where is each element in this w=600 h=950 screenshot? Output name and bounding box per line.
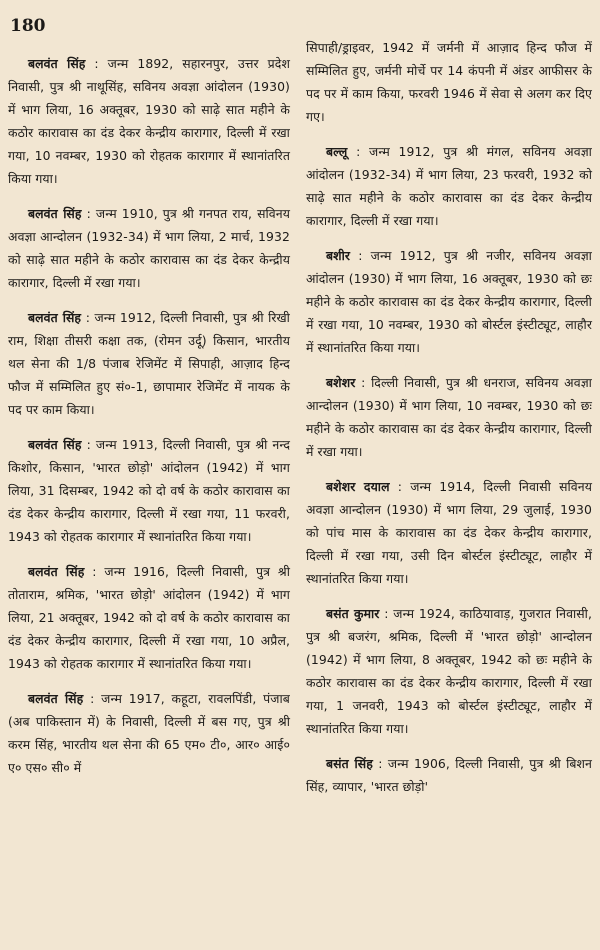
entry-text: : दिल्ली निवासी, पुत्र श्री धनराज, सविनय अवज्ञा आन्दोलन (1930) में भाग लिया, 10 नवम्बर, 1930 को छः महीने के कठोर कारावास का दंड देकर केन्द्रीय कारागार, दिल्ली में रखा गया। bbox=[306, 375, 592, 459]
entry bbox=[306, 752, 592, 798]
entry bbox=[306, 140, 592, 232]
entry-text: सिपाही/ड्राइवर, 1942 में जर्मनी में आज़ाद हिन्द फौज में सम्मिलित हुए, जर्मनी मोर्चे पर 14 कंपनी में अंडर आफीसर के पद पर में काम किया, फरवरी 1946 में सेवा से अलग कर दिए गए। bbox=[306, 40, 592, 124]
entry-text: : जन्म 1912, पुत्र श्री मंगल, सविनय अवज्ञा आंदोलन (1932-34) में भाग लिया, 23 फरवरी, 1932 को साढ़े सात महीने के कठोर कारावास का दंड देकर केन्द्रीय कारागार, दिल्ली में रखा गया। bbox=[306, 144, 592, 228]
entry-text: : जन्म 1906, दिल्ली निवासी, पुत्र श्री बिशन सिंह, व्यापार, 'भारत छोड़ो' bbox=[306, 756, 592, 794]
entry bbox=[306, 475, 592, 590]
entry-text: : जन्म 1924, काठियावाड़, गुजरात निवासी, पुत्र श्री बजरंग, श्रमिक, दिल्ली में 'भारत छोड़ो' आन्दोलन (1942) में भाग लिया, 8 अक्तूबर, 1942 को छः महीने के कठोर कारावास का दंड देकर केन्द्रीय कारागार, दिल्ली में रखा गया, 1 जनवरी, 1943 को बोर्स्टल इंस्टीट्यूट, लाहौर में स्थानांतरित किया गया। bbox=[306, 606, 592, 736]
entry bbox=[306, 244, 592, 359]
entry-name: बलवंत सिंह bbox=[28, 206, 82, 221]
entry-text: : जन्म 1892, सहारनपुर, उत्तर प्रदेश निवासी, पुत्र श्री नाथूसिंह, सविनय अवज्ञा आंदोलन (1930) में भाग लिया, 16 अक्तूबर, 1930 को साढ़े सात महीने के कठोर कारावास का दंड देकर केन्द्रीय कारागार, दिल्ली में रखा गया, 10 नवम्बर, 1930 को रोहतक कारागार में स्थानांतरित किया गया। bbox=[8, 56, 290, 186]
entry bbox=[8, 52, 290, 190]
entry-name: बलवंत सिंह bbox=[28, 56, 86, 71]
entry bbox=[306, 371, 592, 463]
left-column bbox=[8, 52, 290, 791]
entry-text: : जन्म 1917, कहूटा, रावलपिंडी, पंजाब (अब पाकिस्तान में) के निवासी, दिल्ली में बस गए, पुत्र श्री करम सिंह, भारतीय थल सेना की 65 एम० टी०, आर० आई० ए० एस० सी० में bbox=[8, 691, 290, 775]
entry-name: बलवंत सिंह bbox=[28, 437, 82, 452]
entry bbox=[8, 202, 290, 294]
entry-name: बलवंत सिंह bbox=[28, 691, 84, 706]
right-column bbox=[306, 36, 592, 810]
entry-name: बसंत सिंह bbox=[326, 756, 373, 771]
entry-name: बशेशर दयाल bbox=[326, 479, 390, 494]
entry-name: बलवंत सिंह bbox=[28, 564, 85, 579]
entry-name: बसंत कुमार bbox=[326, 606, 380, 621]
entry bbox=[8, 560, 290, 675]
entry-text: : जन्म 1912, पुत्र श्री नजीर, सविनय अवज्ञा आंदोलन (1930) में भाग लिया, 16 अक्तूबर, 1930 को छः महीने के कठोर कारावास का दंड देकर केन्द्रीय कारागार, दिल्ली में रखा गया, 10 नवम्बर, 1930 को बोर्स्टल इंस्टीट्यूट, लाहौर में स्थानांतरित किया गया। bbox=[306, 248, 592, 355]
entry bbox=[306, 602, 592, 740]
entry bbox=[8, 306, 290, 421]
page-number: 180 bbox=[10, 16, 46, 36]
entry-text: : जन्म 1914, दिल्ली निवासी सविनय अवज्ञा आन्दोलन (1930) में भाग लिया, 29 जुलाई, 1930 को पांच मास के कारावास का दंड देकर केन्द्रीय कारागार, दिल्ली में रखा गया, उसी दिन बोर्स्टल इंस्टीट्यूट, लाहौर में स्थानांतरित किया गया। bbox=[306, 479, 593, 586]
entry-text: : जन्म 1910, पुत्र श्री गनपत राय, सविनय अवज्ञा आन्दोलन (1932-34) में भाग लिया, 2 मार्च, 1932 को साढ़े सात महीने के कठोर कारावास का दंड देकर केन्द्रीय कारागार, दिल्ली में रखा गया। bbox=[8, 206, 291, 290]
entry-name: बलवंत सिंह bbox=[28, 310, 82, 325]
entry bbox=[8, 433, 290, 548]
entry-name: बशीर bbox=[326, 248, 351, 263]
entry bbox=[8, 687, 290, 779]
entry-text: : जन्म 1916, दिल्ली निवासी, पुत्र श्री तोताराम, श्रमिक, 'भारत छोड़ो' आंदोलन (1942) में भाग लिया, 21 अक्तूबर, 1942 को दो वर्ष के कठोर कारावास का दंड देकर केन्द्रीय कारागार, दिल्ली में रखा गया, 10 अप्रैल, 1943 को रोहतक कारागार में स्थानांतरित किया गया। bbox=[8, 564, 291, 671]
entry-text: : जन्म 1913, दिल्ली निवासी, पुत्र श्री नन्द किशोर, किसान, 'भारत छोड़ो' आंदोलन (1942) में भाग लिया, 31 दिसम्बर, 1942 को दो वर्ष के कठोर कारावास का दंड देकर केन्द्रीय कारागार, दिल्ली में रखा गया, 11 फरवरी, 1943 को रोहतक कारागार में स्थानांतरित किया गया। bbox=[8, 437, 291, 544]
entry-name: बल्लू bbox=[326, 144, 348, 159]
entry-continuation bbox=[306, 36, 592, 128]
entry-name: बशेशर bbox=[326, 375, 356, 390]
entry-text: : जन्म 1912, दिल्ली निवासी, पुत्र श्री रिखी राम, शिक्षा तीसरी कक्षा तक, (रोमन उर्दू) किसान, भारतीय थल सेना की 1/8 पंजाब रेजिमेंट में सिपाही, आज़ाद हिन्द फौज में सम्मिलित हुए सं०-1, छापामार रेजिमेंट में नायक के पद पर काम किया। bbox=[8, 310, 290, 417]
